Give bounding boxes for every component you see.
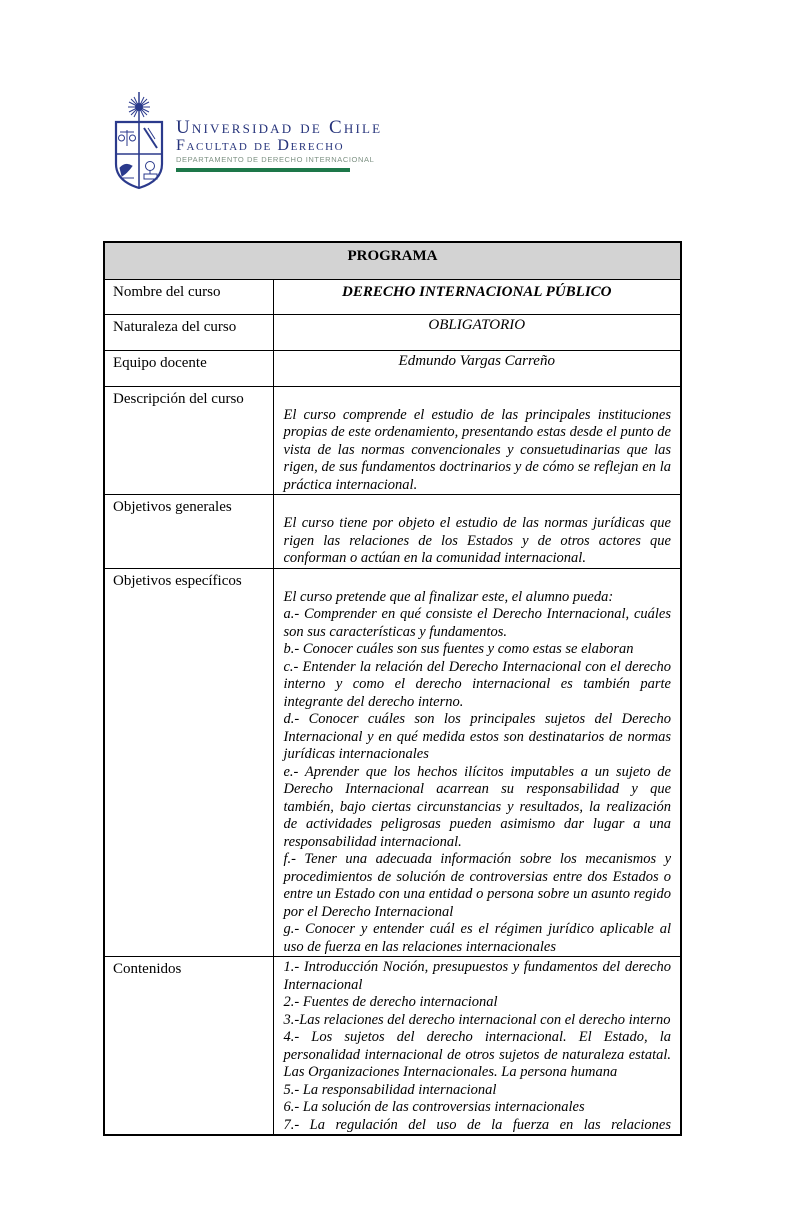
- row-label-equipo: Equipo docente: [104, 350, 273, 386]
- paragraph-line: 5.- La responsabilidad internacional: [283, 1081, 497, 1098]
- paragraph-line: 1.- Introducción Noción, presupuestos y fundamentos del derecho Internacional: [283, 959, 671, 993]
- paragraph-line: c.- Entender la relación del Derecho Internacional con el derecho interno y como el derecho internacional es también parte integrante del derecho interno.: [283, 658, 671, 710]
- paragraph-list: [284, 407, 672, 495]
- course-nature-value: OBLIGATORIO: [273, 314, 681, 350]
- paragraph-line: 2.- Fuentes de derecho internacional: [283, 994, 498, 1010]
- faculty-name: Facultad de Derecho: [176, 137, 345, 154]
- paragraph-line: 6.- La solución de las controversias internacionales: [283, 1099, 585, 1115]
- paragraph-line: d.- Conocer cuáles son los principales sujetos del Derecho Internacional y en qué medida estos son destinatarios de normas jurídicas internacionales: [283, 711, 671, 762]
- paragraph-list: [284, 515, 672, 568]
- contents-value: [273, 957, 681, 1136]
- paragraph-line: 3.-Las relaciones del derecho internacional con el derecho interno: [283, 1011, 671, 1028]
- green-divider-bar: [176, 168, 350, 172]
- general-objectives-value: [273, 495, 681, 569]
- paragraph-line: El curso tiene por objeto el estudio de las normas jurídicas que rigen las relaciones de los Estados y de otros actores que conforman o actúan en la comunidad internacional.: [283, 515, 671, 566]
- paragraph-line: a.- Comprender en qué consiste el Derecho Internacional, cuáles son sus características y fundamentos.: [283, 606, 671, 640]
- paragraph-list: [284, 589, 672, 957]
- row-label-contenidos: Contenidos: [104, 957, 273, 1136]
- letterhead-text: [176, 92, 382, 190]
- paragraph-line: El curso pretende que al finalizar este, el alumno pueda:: [283, 588, 614, 605]
- paragraph-line: 4.- Los sujetos del derecho internacional. El Estado, la personalidad internacional de otros sujetos de naturaleza estatal. Las Organizaciones Internacionales. La persona humana: [283, 1029, 671, 1080]
- row-label-nombre: Nombre del curso: [104, 279, 273, 314]
- teaching-team-value: Edmundo Vargas Carreño: [273, 350, 681, 386]
- paragraph-line: 7.- La regulación del uso de la fuerza en las relaciones: [283, 1116, 671, 1133]
- uchile-shield-icon: [108, 92, 170, 190]
- course-description-value: [273, 386, 681, 495]
- row-label-objetivos-especificos: Objetivos específicos: [104, 568, 273, 957]
- row-label-objetivos-generales: Objetivos generales: [104, 495, 273, 569]
- paragraph-line: b.- Conocer cuáles son sus fuentes y como estas se elaboran: [283, 641, 634, 657]
- course-name-value: DERECHO INTERNACIONAL PÚBLICO: [273, 279, 681, 314]
- university-name: Universidad de Chile: [176, 117, 383, 138]
- letterhead: [108, 92, 382, 190]
- department-name: DEPARTAMENTO DE DERECHO INTERNACIONAL: [176, 155, 375, 164]
- paragraph-line: f.- Tener una adecuada información sobre los mecanismos y procedimientos de solución de controversias entre dos Estados o entre un Estado con una entidad o persona sobre un asunto regido por el Derecho Internacional: [283, 851, 671, 920]
- specific-objectives-value: [273, 568, 681, 957]
- row-label-descripcion: Descripción del curso: [104, 386, 273, 495]
- paragraph-line: e.- Aprender que los hechos ilícitos imputables a un sujeto de Derecho Internacional acarrean su responsabilidad y que también, bajo ciertas circunstancias y resultados, la realización de actividades peligrosas pueden asimismo dar lugar a una responsabilidad internacional.: [283, 763, 671, 850]
- program-table: [103, 241, 682, 1136]
- row-label-naturaleza: Naturaleza del curso: [104, 314, 273, 350]
- paragraph-line: El curso comprende el estudio de las principales instituciones propias de este ordenamiento, presentando estas desde el punto de vista de las normas convencionales y consuetudinarias que las rigen, de sus fundamentos doctrinarios y de cómo se reflejan en la práctica internacional.: [283, 406, 671, 493]
- table-title: PROGRAMA: [104, 242, 681, 279]
- paragraph-line: g.- Conocer y entender cuál es el régimen jurídico aplicable al uso de fuerza en las relaciones internacionales: [283, 921, 671, 955]
- paragraph-list: [284, 959, 672, 1134]
